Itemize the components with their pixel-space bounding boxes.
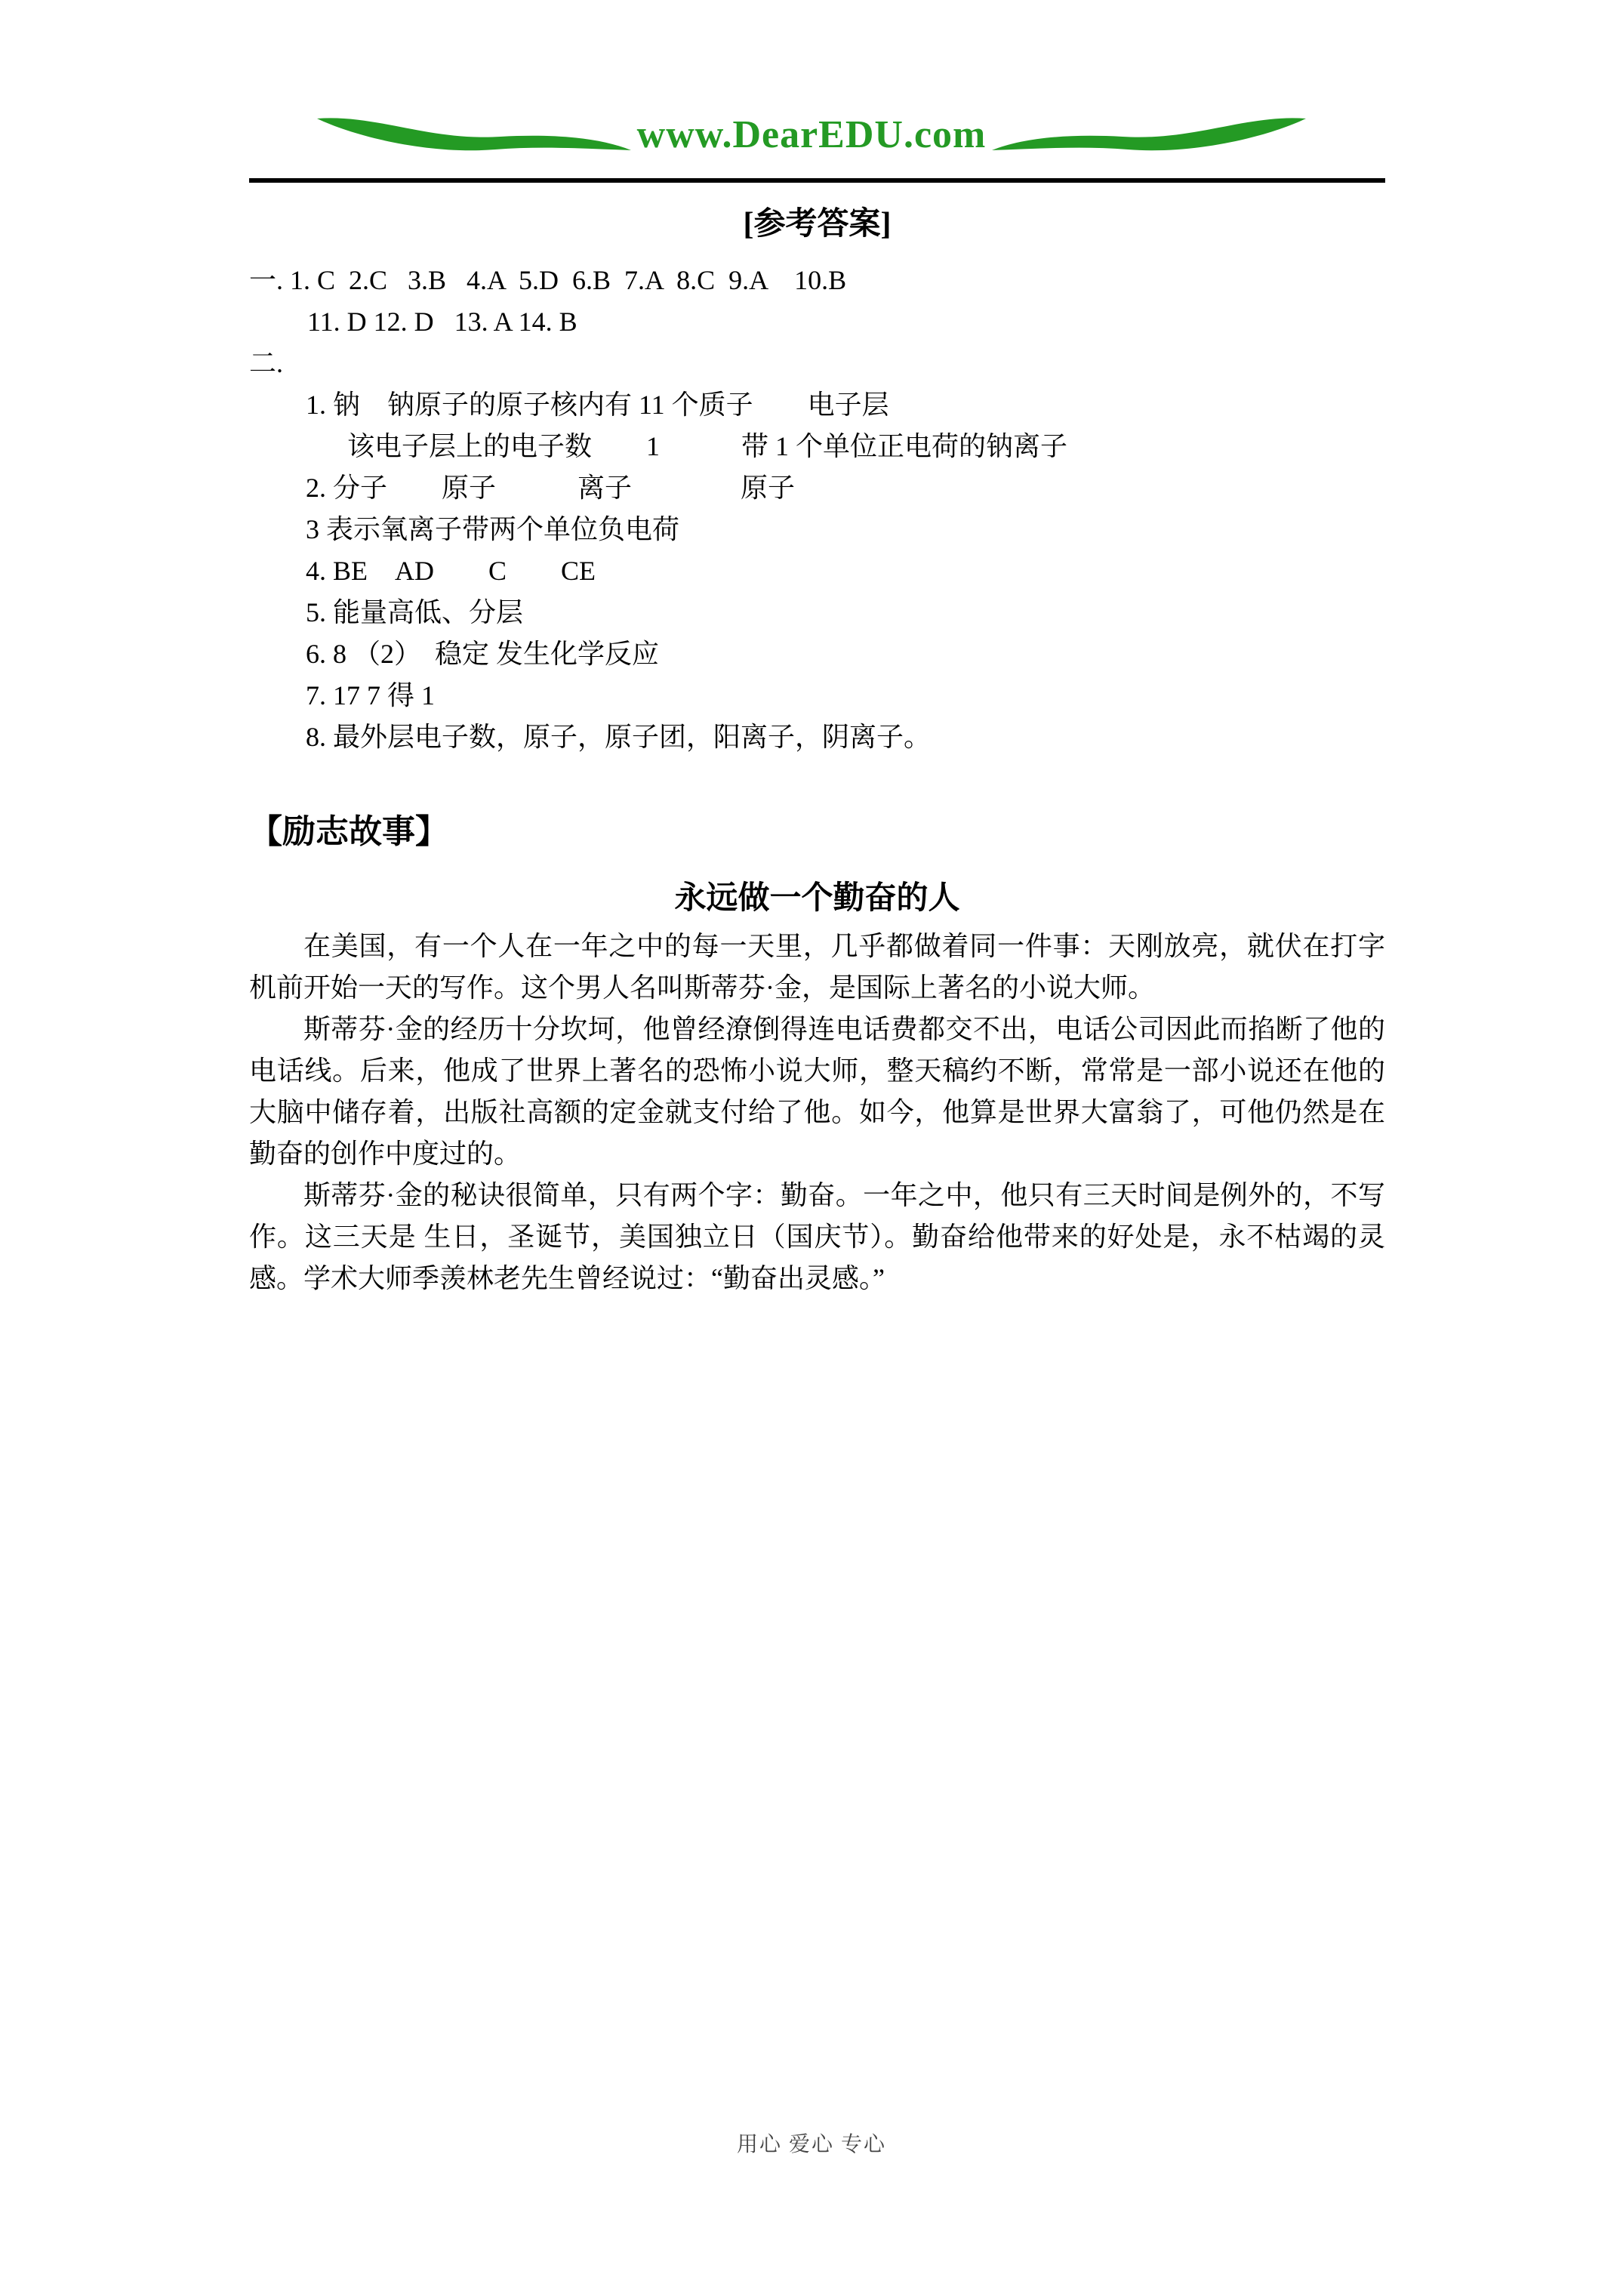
answer-row-2: 11. D 12. D 13. A 14. B <box>307 307 577 337</box>
footer-text: 用心 爱心 专心 <box>736 2133 886 2156</box>
answer-item: 6. 8 （2） 稳定 发生化学反应 <box>306 639 660 669</box>
swoosh-left-icon <box>316 114 633 156</box>
section-two-items <box>249 384 1385 758</box>
story-heading: 【励志故事】 <box>249 813 448 850</box>
story-paragraph: 斯蒂芬·金的经历十分坎坷，他曾经潦倒得连电话费都交不出，电话公司因此而掐断了他的电话线。后来，他成了世界上著名的恐怖小说大师，整天稿约不断，常常是一部小说还在他的大脑中储存着，出版社高额的定金就支付给了他。如今，他算是世界大富翁了，可他仍然是在勤奋的创作中度过的。 <box>249 1014 1385 1169</box>
answer-item: 该电子层上的电子数 1 带 1 个单位正电荷的钠离子 <box>347 431 1068 461</box>
answer-item: 1. 钠 钠原子的原子核内有 11 个质子 电子层 <box>306 390 889 420</box>
logo-text: www.DearEDU.com <box>636 113 987 156</box>
answer-row-1: 一. 1. C 2.C 3.B 4.A 5.D 6.B 7.A 8.C 9.A 10.B <box>249 265 847 295</box>
story-paragraph: 斯蒂芬·金的秘诀很简单，只有两个字：勤奋。一年之中，他只有三天时间是例外的，不写作。这三天是 生日，圣诞节，美国独立日（国庆节）。勤奋给他带来的好处是，永不枯竭的灵感。学术大师季羡林老先生曾经说过：“勤奋出灵感。” <box>249 1180 1385 1293</box>
story-paragraph: 在美国，有一个人在一年之中的每一天里，几乎都做着同一件事：天刚放亮，就伏在打字机前开始一天的写作。这个男人名叫斯蒂芬·金，是国际上著名的小说大师。 <box>249 931 1385 1003</box>
swoosh-right-icon <box>990 114 1307 156</box>
story-body <box>249 926 1385 1299</box>
answer-item: 2. 分子 原子 离子 原子 <box>306 473 796 503</box>
answer-item: 8. 最外层电子数，原子，原子团，阳离子，阴离子。 <box>306 722 932 752</box>
answer-item: 3 表示氧离子带两个单位负电荷 <box>306 514 680 544</box>
section-two-label: 二. <box>249 348 284 378</box>
answer-item: 4. BE AD C CE <box>306 556 596 586</box>
page-title: [参考答案] <box>743 207 892 242</box>
answer-item: 5. 能量高低、分层 <box>306 597 524 627</box>
answer-item: 7. 17 7 得 1 <box>306 680 436 710</box>
header <box>249 112 1374 159</box>
content-area <box>249 207 1385 1299</box>
story-title: 永远做一个勤奋的人 <box>674 881 960 916</box>
header-rule <box>249 178 1385 183</box>
section-one <box>249 260 1385 343</box>
section-two <box>249 343 1385 758</box>
